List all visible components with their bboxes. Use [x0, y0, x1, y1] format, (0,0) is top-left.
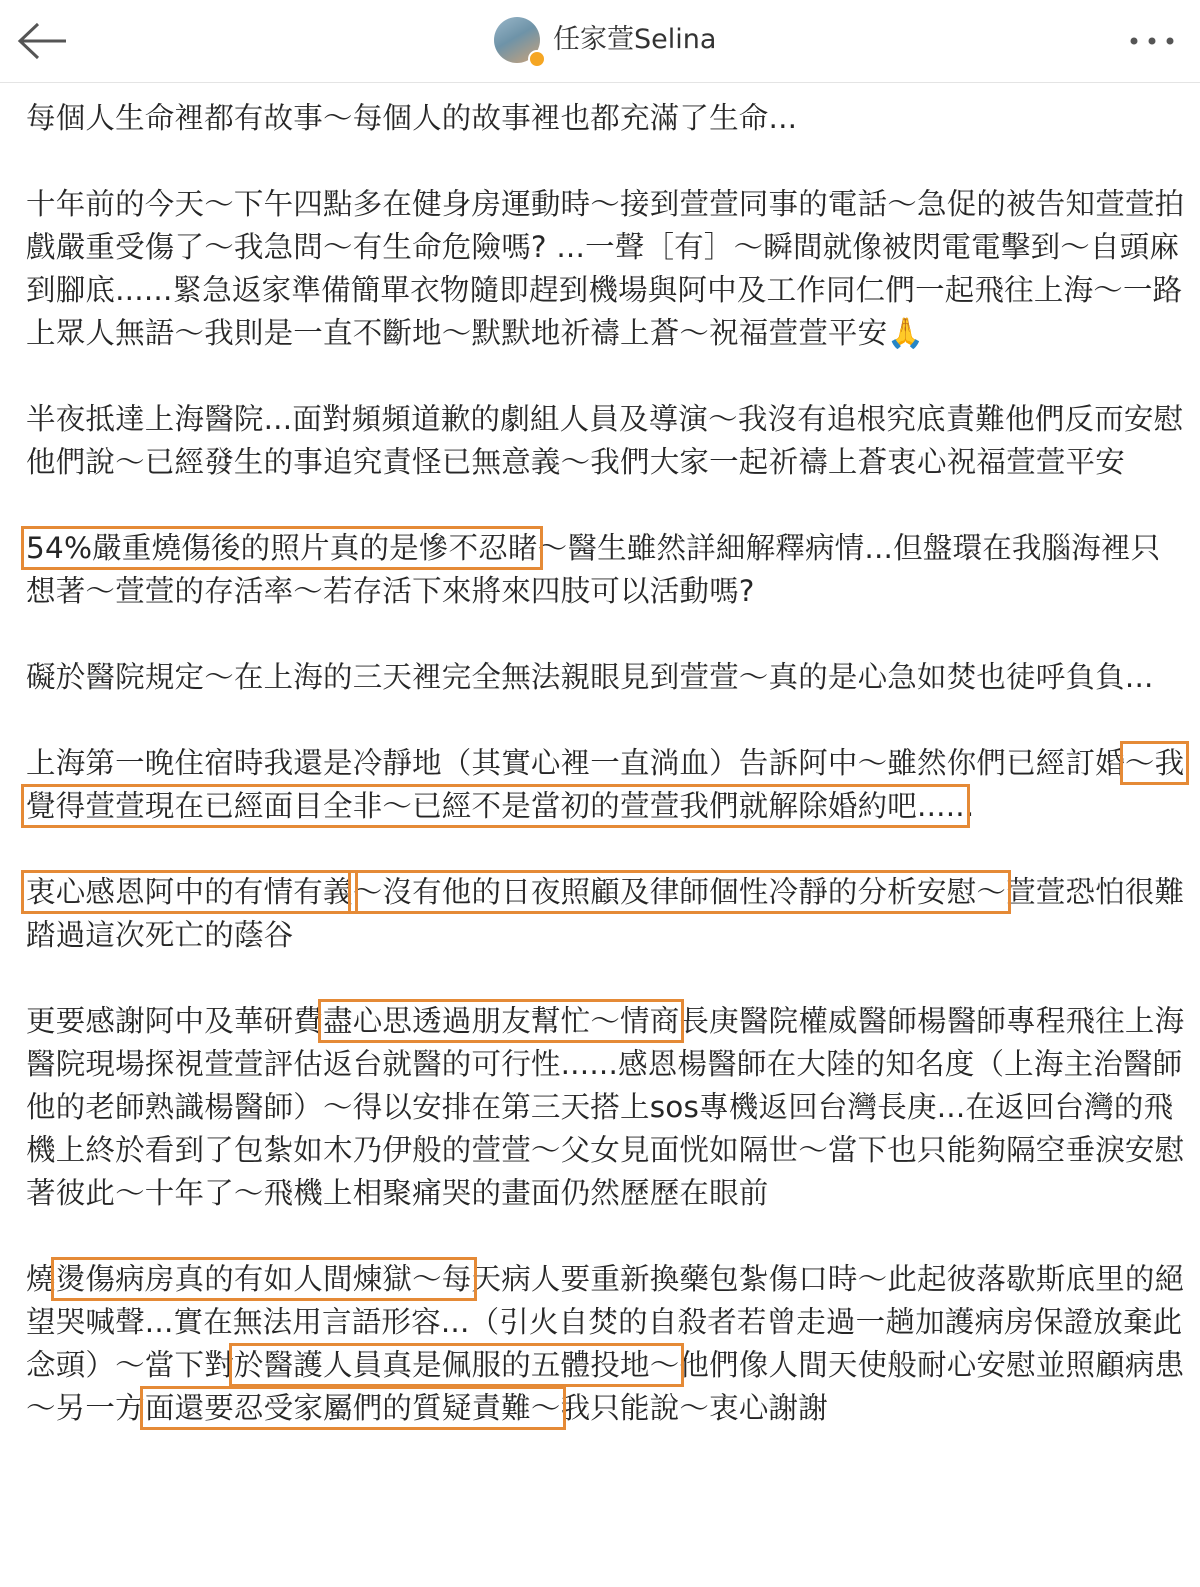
paragraph-text: 萱萱恐怕很難踏過這次死亡的蔭谷 — [26, 875, 1185, 952]
more-horizontal-icon — [1128, 30, 1178, 52]
highlighted-phrase: 面還要忍受家屬們的質疑責難～ — [144, 1391, 561, 1425]
paragraph-text: . — [964, 789, 975, 823]
paragraph-text: 長庚醫院權威醫師楊醫師專程飛往上海醫院現場探視萱萱評估返台就醫的可行性......感恩楊醫師在大陸的知名度（上海主治醫師他的老師熟識楊醫師）～得以安排在第三天搭上sos專機返回台灣長庚...在返回台灣的飛機上終於看到了包紮如木乃伊般的萱萱～父女見面恍如隔世～當下也只能夠隔空垂淚安慰著彼此～十年了～飛機上相聚痛哭的畫面仍然歷歷在眼前 — [26, 1004, 1185, 1210]
paragraph-text: 十年前的今天～下午四點多在健身房運動時～接到萱萱同事的電話～急促的被告知萱萱拍戲嚴重受傷了～我急問～有生命危險嗎? ...一聲［有］～瞬間就像被閃電電擊到～自頭麻到腳底......緊急返家準備簡單衣物隨即趕到機場與阿中及工作同仁們一起飛往上海～一路上眾人無語～我則是一直不斷地～默默地祈禱上蒼～祝福萱萱平安🙏 — [26, 187, 1185, 350]
paragraph-text: 天病人要重新換藥包紮傷口時～此起彼落歇斯底里的絕望哭喊聲...實在無法用言語形容...（引火自焚的自殺者若曾走過一趟加護病房保證放棄此念頭）～當下對 — [26, 1262, 1185, 1382]
paragraph-text: 更要感謝阿中及華研費 — [26, 1004, 324, 1038]
paragraph-gratitude — [26, 871, 1186, 957]
highlighted-phrase: 燙傷病房真的有如人間煉獄～每 — [55, 1262, 472, 1296]
profile-name[interactable]: 任家萱Selina — [553, 24, 717, 55]
back-button[interactable] — [14, 18, 72, 64]
highlighted-phrase: 於醫護人員真是佩服的五體投地～ — [233, 1348, 680, 1382]
post-body — [26, 97, 1186, 1473]
verified-badge-icon — [528, 50, 546, 68]
paragraph-text: 半夜抵達上海醫院...面對頻頻道歉的劇組人員及導演～我沒有追根究底責難他們反而安慰他們說～已經發生的事追究責怪已無意義～我們大家一起祈禱上蒼衷心祝福萱萱平安 — [26, 402, 1184, 479]
paragraph-text: 我只能說～衷心謝謝 — [560, 1391, 828, 1425]
top-nav-bar — [0, 0, 1200, 83]
paragraph-text: 礙於醫院規定～在上海的三天裡完全無法親眼見到萱萱～真的是心急如焚也徒呼負負... — [26, 660, 1154, 694]
paragraph-engagement — [26, 742, 1186, 828]
highlighted-phrase: 54%嚴重燒傷後的照片真的是慘不忍睹 — [26, 531, 538, 565]
paragraph-text: 上海第一晚住宿時我還是冷靜地（其實心裡一直淌血）告訴阿中～雖然你們已經訂婚 — [26, 746, 1125, 780]
highlighted-phrase: 盡心思透過朋友幫忙～情商 — [323, 1004, 680, 1038]
highlighted-phrase: 衷心感恩阿中的有情有義 — [26, 875, 353, 909]
paragraph-hospital-rules — [26, 656, 1186, 699]
paragraph-thanks — [26, 1000, 1186, 1215]
paragraph-shanghai-hospital — [26, 398, 1186, 484]
paragraph-ten-years-ago — [26, 183, 1186, 355]
paragraph-burns — [26, 527, 1186, 613]
paragraph-text: 每個人生命裡都有故事～每個人的故事裡也都充滿了生命... — [26, 101, 798, 135]
highlighted-phrase: ～沒有他的日夜照顧及律師個性冷靜的分析安慰～ — [352, 875, 1007, 909]
paragraph-burn-ward — [26, 1258, 1186, 1430]
paragraph-text: 他們像人間天使般耐心安慰並照顧病患～另一方 — [26, 1348, 1185, 1425]
more-button[interactable] — [1128, 30, 1178, 52]
paragraph-text: 燒 — [26, 1262, 56, 1296]
highlighted-phrase: ～我覺得萱萱現在已經面目全非～已經不是當初的萱萱我們就解除婚約吧..... — [26, 746, 1185, 823]
paragraph-intro — [26, 97, 1186, 140]
arrow-left-icon — [14, 18, 72, 64]
paragraph-text: ～醫生雖然詳細解釋病情...但盤環在我腦海裡只想著～萱萱的存活率～若存活下來將來四肢可以活動嗎? — [26, 531, 1161, 608]
